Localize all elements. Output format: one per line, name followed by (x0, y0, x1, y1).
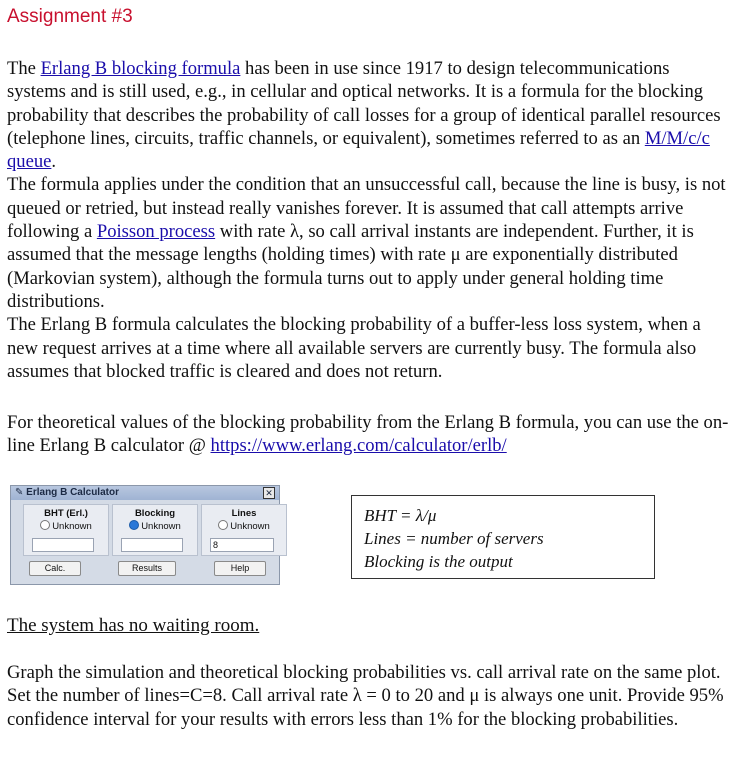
mmcc-queue-link[interactable]: M/M/c/c queue (7, 127, 710, 173)
close-icon: ✕ (263, 487, 275, 499)
lines-header: Lines (231, 508, 257, 519)
results-button: Results (118, 561, 176, 576)
text-span: with rate λ, so call arrival instants are independent. Further, it is assumed that the message lengths (holding times) with rate μ are exponentially distributed (Markovian system), although the formula turns out to apply under general holding time distributions. (7, 221, 694, 312)
bht-formula: BHT = λ/μ (364, 506, 437, 525)
calculator-title: Erlang B Calculator (26, 487, 119, 498)
radio-icon (40, 520, 50, 530)
bht-radio (24, 520, 108, 532)
text-span: The (7, 58, 41, 79)
bht-header: BHT (Erl.) (44, 508, 88, 519)
lines-input: 8 (210, 538, 274, 552)
radio-label: Unknown (141, 521, 181, 532)
erlang-b-link[interactable]: Erlang B blocking formula (40, 58, 241, 79)
calculator-url-link[interactable]: https://www.erlang.com/calculator/erlb/ (210, 435, 507, 457)
blocking-radio (113, 520, 197, 532)
calc-button: Calc. (29, 561, 81, 576)
poisson-process-link[interactable]: Poisson process (96, 221, 216, 243)
text-span: The Erlang B formula calculates the blocking probability of a buffer-less loss system, when a new request arrives at a time where all available servers are currently busy. The formula also assumes that blocked traffic is cleared and does not return. (7, 314, 701, 382)
bht-definition-box (351, 495, 655, 579)
calculator-reference-text (7, 411, 732, 458)
text-span: For theoretical values of the blocking probability from the Erlang B formula, you can use the on-line Erlang B calculator @ (7, 412, 729, 457)
intro-text (7, 57, 732, 383)
lines-column (201, 504, 287, 556)
calculator-icon: ✎ (15, 487, 27, 498)
radio-selected-icon (129, 520, 139, 530)
calculator-titlebar (11, 486, 279, 500)
page-title: Assignment #3 (7, 6, 133, 27)
bht-column (23, 504, 109, 556)
text-span: The formula applies under the condition that an unsuccessful call, because the line is busy, is not queued or retried, but instead really vanishes forever. It is assumed that call attempts arrive following a (7, 174, 726, 243)
task-instructions: Graph the simulation and theoretical blocking probabilities vs. call arrival rate on the same plot. Set the number of lines=C=8. Call arrival rate λ = 0 to 20 and μ is always one unit. Provide 95% confidence interval for your results with errors less than 1% for the blocking probabilities. (7, 662, 724, 730)
blocking-column (112, 504, 198, 556)
radio-label: Unknown (52, 521, 92, 532)
lines-radio (202, 520, 286, 532)
blocking-input (121, 538, 183, 552)
blocking-definition: Blocking is the output (364, 552, 513, 571)
no-waiting-room-heading: The system has no waiting room. (7, 615, 260, 636)
text-span: has been in use since 1917 to design telecommunications systems and is still used, e.g., in cellular and optical networks. It is a formula for the blocking probability that describes the probability of call losses for a group of identical parallel resources (telephone lines, circuits, traffic channels, or equivalent), sometimes referred to as an (7, 58, 721, 149)
text-span: . (51, 151, 57, 173)
bht-input (32, 538, 94, 552)
radio-icon (218, 520, 228, 530)
blocking-header: Blocking (134, 508, 176, 519)
help-button: Help (214, 561, 266, 576)
erlang-calculator-image (10, 485, 280, 585)
lines-definition: Lines = number of servers (364, 529, 544, 548)
radio-label: Unknown (230, 521, 270, 532)
